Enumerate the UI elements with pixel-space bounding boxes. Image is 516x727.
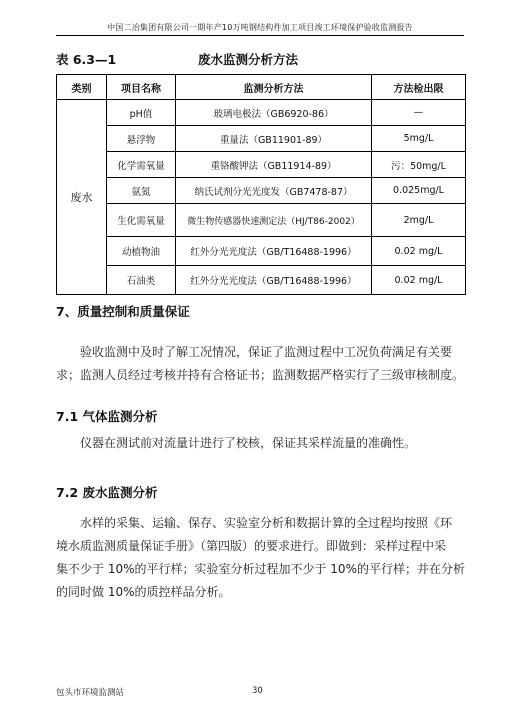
col-header-method: 监测分析方法 <box>176 75 372 100</box>
method-cell: 重铬酸钾法（GB11914-89） <box>176 152 372 178</box>
paragraph-line: 集不少于 10%的平行样；实验室分析过程加不少于 10%的平行样；并在分析 <box>56 562 465 576</box>
col-header-limit: 方法检出限 <box>372 75 466 100</box>
table-row <box>57 178 466 204</box>
section-7-paragraph <box>56 341 466 387</box>
section-heading-7: 7、质量控制和质量保证 <box>56 304 190 319</box>
table-header-row <box>57 75 466 100</box>
item-cell: 生化需氧量 <box>107 204 176 237</box>
section-7-2-paragraph <box>56 512 466 604</box>
table-caption <box>56 50 464 66</box>
page-number: 30 <box>252 686 263 696</box>
col-header-item: 项目名称 <box>107 75 176 100</box>
item-cell: 氨氮 <box>107 178 176 204</box>
header-rule <box>56 35 464 36</box>
table-row <box>57 100 466 126</box>
table-row <box>57 237 466 266</box>
method-cell: 微生物传感器快速测定法（HJ/T86-2002） <box>176 204 372 237</box>
limit-cell: 污：50mg/L <box>372 152 466 178</box>
method-cell: 红外分光光度法（GB/T16488-1996） <box>176 237 372 266</box>
paragraph-line: 验收监测中及时了解工况情况，保证了监测过程中工况负荷满足有关要 <box>80 345 453 359</box>
table-row <box>57 126 466 152</box>
limit-cell: 0.02 mg/L <box>372 237 466 266</box>
table-number: 表 6.3—1 <box>56 52 117 67</box>
limit-cell: 0.025mg/L <box>372 178 466 204</box>
paragraph-line: 水样的采集、运输、保存、实验室分析和数据计算的全过程均按照《环 <box>80 516 453 530</box>
method-cell: 玻璃电极法（GB6920-86） <box>176 100 372 126</box>
method-cell: 重量法（GB11901-89） <box>176 126 372 152</box>
item-cell: 化学需氧量 <box>107 152 176 178</box>
page-header: 中国二冶集团有限公司一期年产10万吨钢结构件加工项目竣工环境保护验收监测报告 <box>107 23 413 32</box>
item-cell: 悬浮物 <box>107 126 176 152</box>
paragraph-line: 境水质监测质量保证手册》（第四版）的要求进行。即做到：采样过程中采 <box>56 539 447 553</box>
footer-organization: 包头市环境监测站 <box>56 688 125 698</box>
section-7-1-paragraph <box>56 432 466 455</box>
paragraph-line: 求；监测人员经过考核并持有合格证书；监测数据严格实行了三级审核制度。 <box>56 368 465 382</box>
table-row <box>57 204 466 237</box>
table-row <box>57 152 466 178</box>
item-cell: 石油类 <box>107 266 176 295</box>
method-cell: 纳氏试剂分光光度发（GB7478-87） <box>176 178 372 204</box>
paragraph-line: 仪器在测试前对流量计进行了校核，保证其采样流量的准确性。 <box>80 436 417 450</box>
limit-cell: 2mg/L <box>372 204 466 237</box>
table-title: 废水监测分析方法 <box>198 52 299 67</box>
category-cell: 废水 <box>57 100 107 295</box>
limit-cell: 0.02 mg/L <box>372 266 466 295</box>
limit-cell: — <box>372 100 466 126</box>
paragraph-line: 的同时做 10%的质控样品分析。 <box>56 585 231 599</box>
section-heading-7-2: 7.2 废水监测分析 <box>56 485 158 500</box>
table-row <box>57 266 466 295</box>
wastewater-method-table <box>56 74 466 295</box>
item-cell: pH值 <box>107 100 176 126</box>
method-cell: 红外分光光度法（GB/T16488-1996） <box>176 266 372 295</box>
limit-cell: 5mg/L <box>372 126 466 152</box>
col-header-category: 类别 <box>57 75 107 100</box>
section-heading-7-1: 7.1 气体监测分析 <box>56 409 158 424</box>
item-cell: 动植物油 <box>107 237 176 266</box>
